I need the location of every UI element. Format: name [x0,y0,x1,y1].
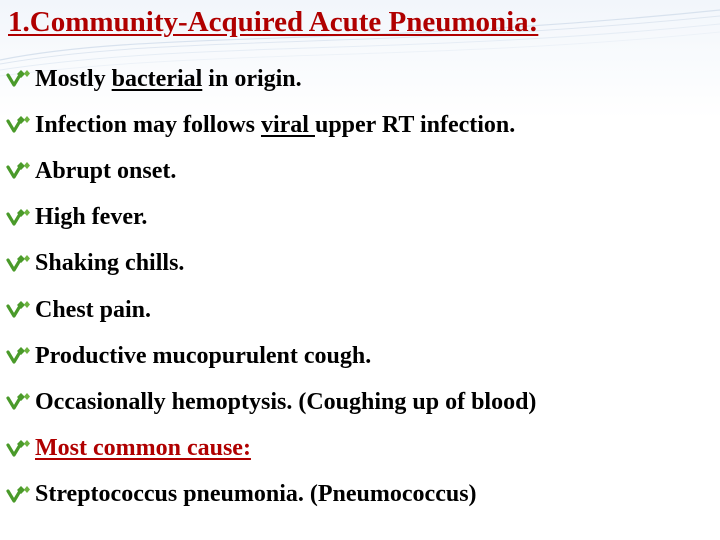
bullet-text: Abrupt onset. [35,157,177,184]
bullet-text: Infection may follows viral upper RT infection. [35,111,516,138]
bullet-list [6,56,718,518]
bullet-item [6,102,718,148]
bullet-text: Mostly bacterial in origin. [35,65,302,92]
bullet-text: Most common cause: [35,435,251,462]
checkmark-diamond-icon [6,206,32,230]
bullet-text: Occasionally hemoptysis. (Coughing up of blood) [35,388,537,415]
checkmark-diamond-icon [6,159,32,183]
bullet-item [6,195,718,241]
slide-title: 1.Community-Acquired Acute Pneumonia: [8,6,539,38]
bullet-item [6,472,718,518]
checkmark-diamond-icon [6,437,32,461]
checkmark-diamond-icon [6,298,32,322]
checkmark-diamond-icon [6,390,32,414]
bullet-item [6,287,718,333]
checkmark-diamond-icon [6,252,32,276]
bullet-text: Productive mucopurulent cough. [35,342,372,369]
bullet-text: Streptococcus pneumonia. (Pneumococcus) [35,481,477,508]
bullet-item [6,333,718,379]
bullet-text: Shaking chills. [35,250,185,277]
checkmark-diamond-icon [6,344,32,368]
bullet-item [6,148,718,194]
bullet-item-highlight [6,426,718,472]
bullet-item [6,56,718,102]
checkmark-diamond-icon [6,113,32,137]
bullet-item [6,379,718,425]
bullet-text: Chest pain. [35,296,152,323]
checkmark-diamond-icon [6,67,32,91]
bullet-text: High fever. [35,204,148,231]
bullet-item [6,241,718,287]
checkmark-diamond-icon [6,483,32,507]
